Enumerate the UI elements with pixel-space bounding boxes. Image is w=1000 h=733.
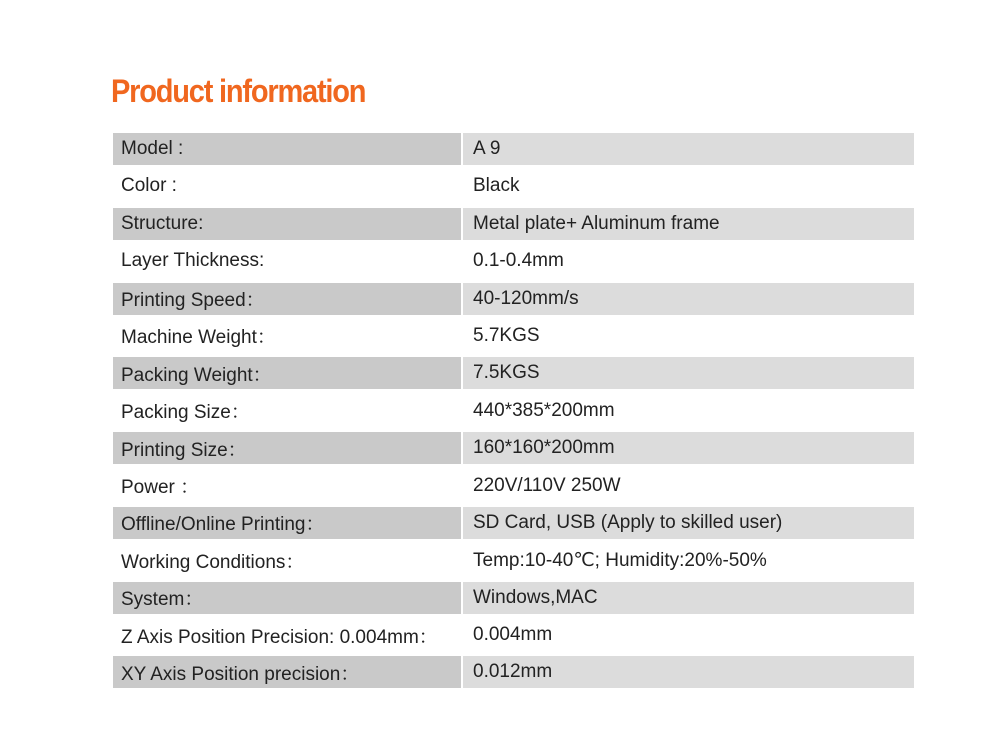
spec-row-power bbox=[113, 469, 914, 506]
page-title: Product information bbox=[111, 74, 366, 110]
spec-label: Printing Size： bbox=[113, 432, 461, 464]
spec-row-color bbox=[113, 169, 914, 206]
spec-label: Layer Thickness: bbox=[121, 250, 265, 272]
spec-label: Color : bbox=[121, 175, 177, 197]
spec-row-machine-weight bbox=[113, 319, 914, 356]
spec-value: 0.012mm bbox=[463, 656, 914, 688]
spec-row-structure bbox=[113, 207, 914, 244]
spec-label: Power ： bbox=[121, 477, 200, 499]
spec-row-layer-thickness bbox=[113, 244, 914, 281]
spec-row-working-conditions bbox=[113, 543, 914, 580]
spec-table bbox=[113, 132, 914, 693]
spec-value: 0.1-0.4mm bbox=[473, 250, 564, 272]
spec-row-model bbox=[113, 132, 914, 169]
spec-value: Metal plate+ Aluminum frame bbox=[463, 208, 914, 240]
spec-row-xy-axis-precision bbox=[113, 655, 914, 692]
spec-value: Windows,MAC bbox=[463, 582, 914, 614]
spec-label: XY Axis Position precision： bbox=[113, 656, 461, 688]
spec-value: SD Card, USB (Apply to skilled user) bbox=[463, 507, 914, 539]
spec-label: Structure: bbox=[113, 208, 461, 240]
spec-value: 7.5KGS bbox=[463, 357, 914, 389]
spec-label: Z Axis Position Precision: 0.004mm： bbox=[121, 626, 438, 648]
spec-value: 160*160*200mm bbox=[463, 432, 914, 464]
spec-label: Model : bbox=[113, 133, 461, 165]
spec-row-packing-weight bbox=[113, 356, 914, 393]
spec-label: Machine Weight： bbox=[121, 327, 276, 349]
spec-label: Working Conditions： bbox=[121, 551, 305, 573]
spec-row-packing-size bbox=[113, 394, 914, 431]
spec-value: 0.004mm bbox=[473, 624, 553, 646]
spec-row-offline-online-printing bbox=[113, 506, 914, 543]
spec-label: Offline/Online Printing： bbox=[113, 507, 461, 539]
spec-value: Black bbox=[473, 175, 520, 197]
spec-value: 440*385*200mm bbox=[473, 399, 615, 421]
spec-value: Temp:10-40℃; Humidity:20%-50% bbox=[473, 549, 767, 571]
spec-label: Packing Weight： bbox=[113, 357, 461, 389]
spec-row-printing-speed bbox=[113, 282, 914, 319]
spec-value: A 9 bbox=[463, 133, 914, 165]
spec-value: 220V/110V 250W bbox=[473, 474, 621, 496]
spec-row-z-axis-precision bbox=[113, 618, 914, 655]
spec-value: 40-120mm/s bbox=[463, 283, 914, 315]
spec-label: System： bbox=[113, 582, 461, 614]
spec-row-printing-size bbox=[113, 431, 914, 468]
spec-label: Packing Size： bbox=[121, 402, 250, 424]
spec-value: 5.7KGS bbox=[473, 324, 540, 346]
spec-row-system bbox=[113, 581, 914, 618]
spec-label: Printing Speed： bbox=[113, 283, 461, 315]
